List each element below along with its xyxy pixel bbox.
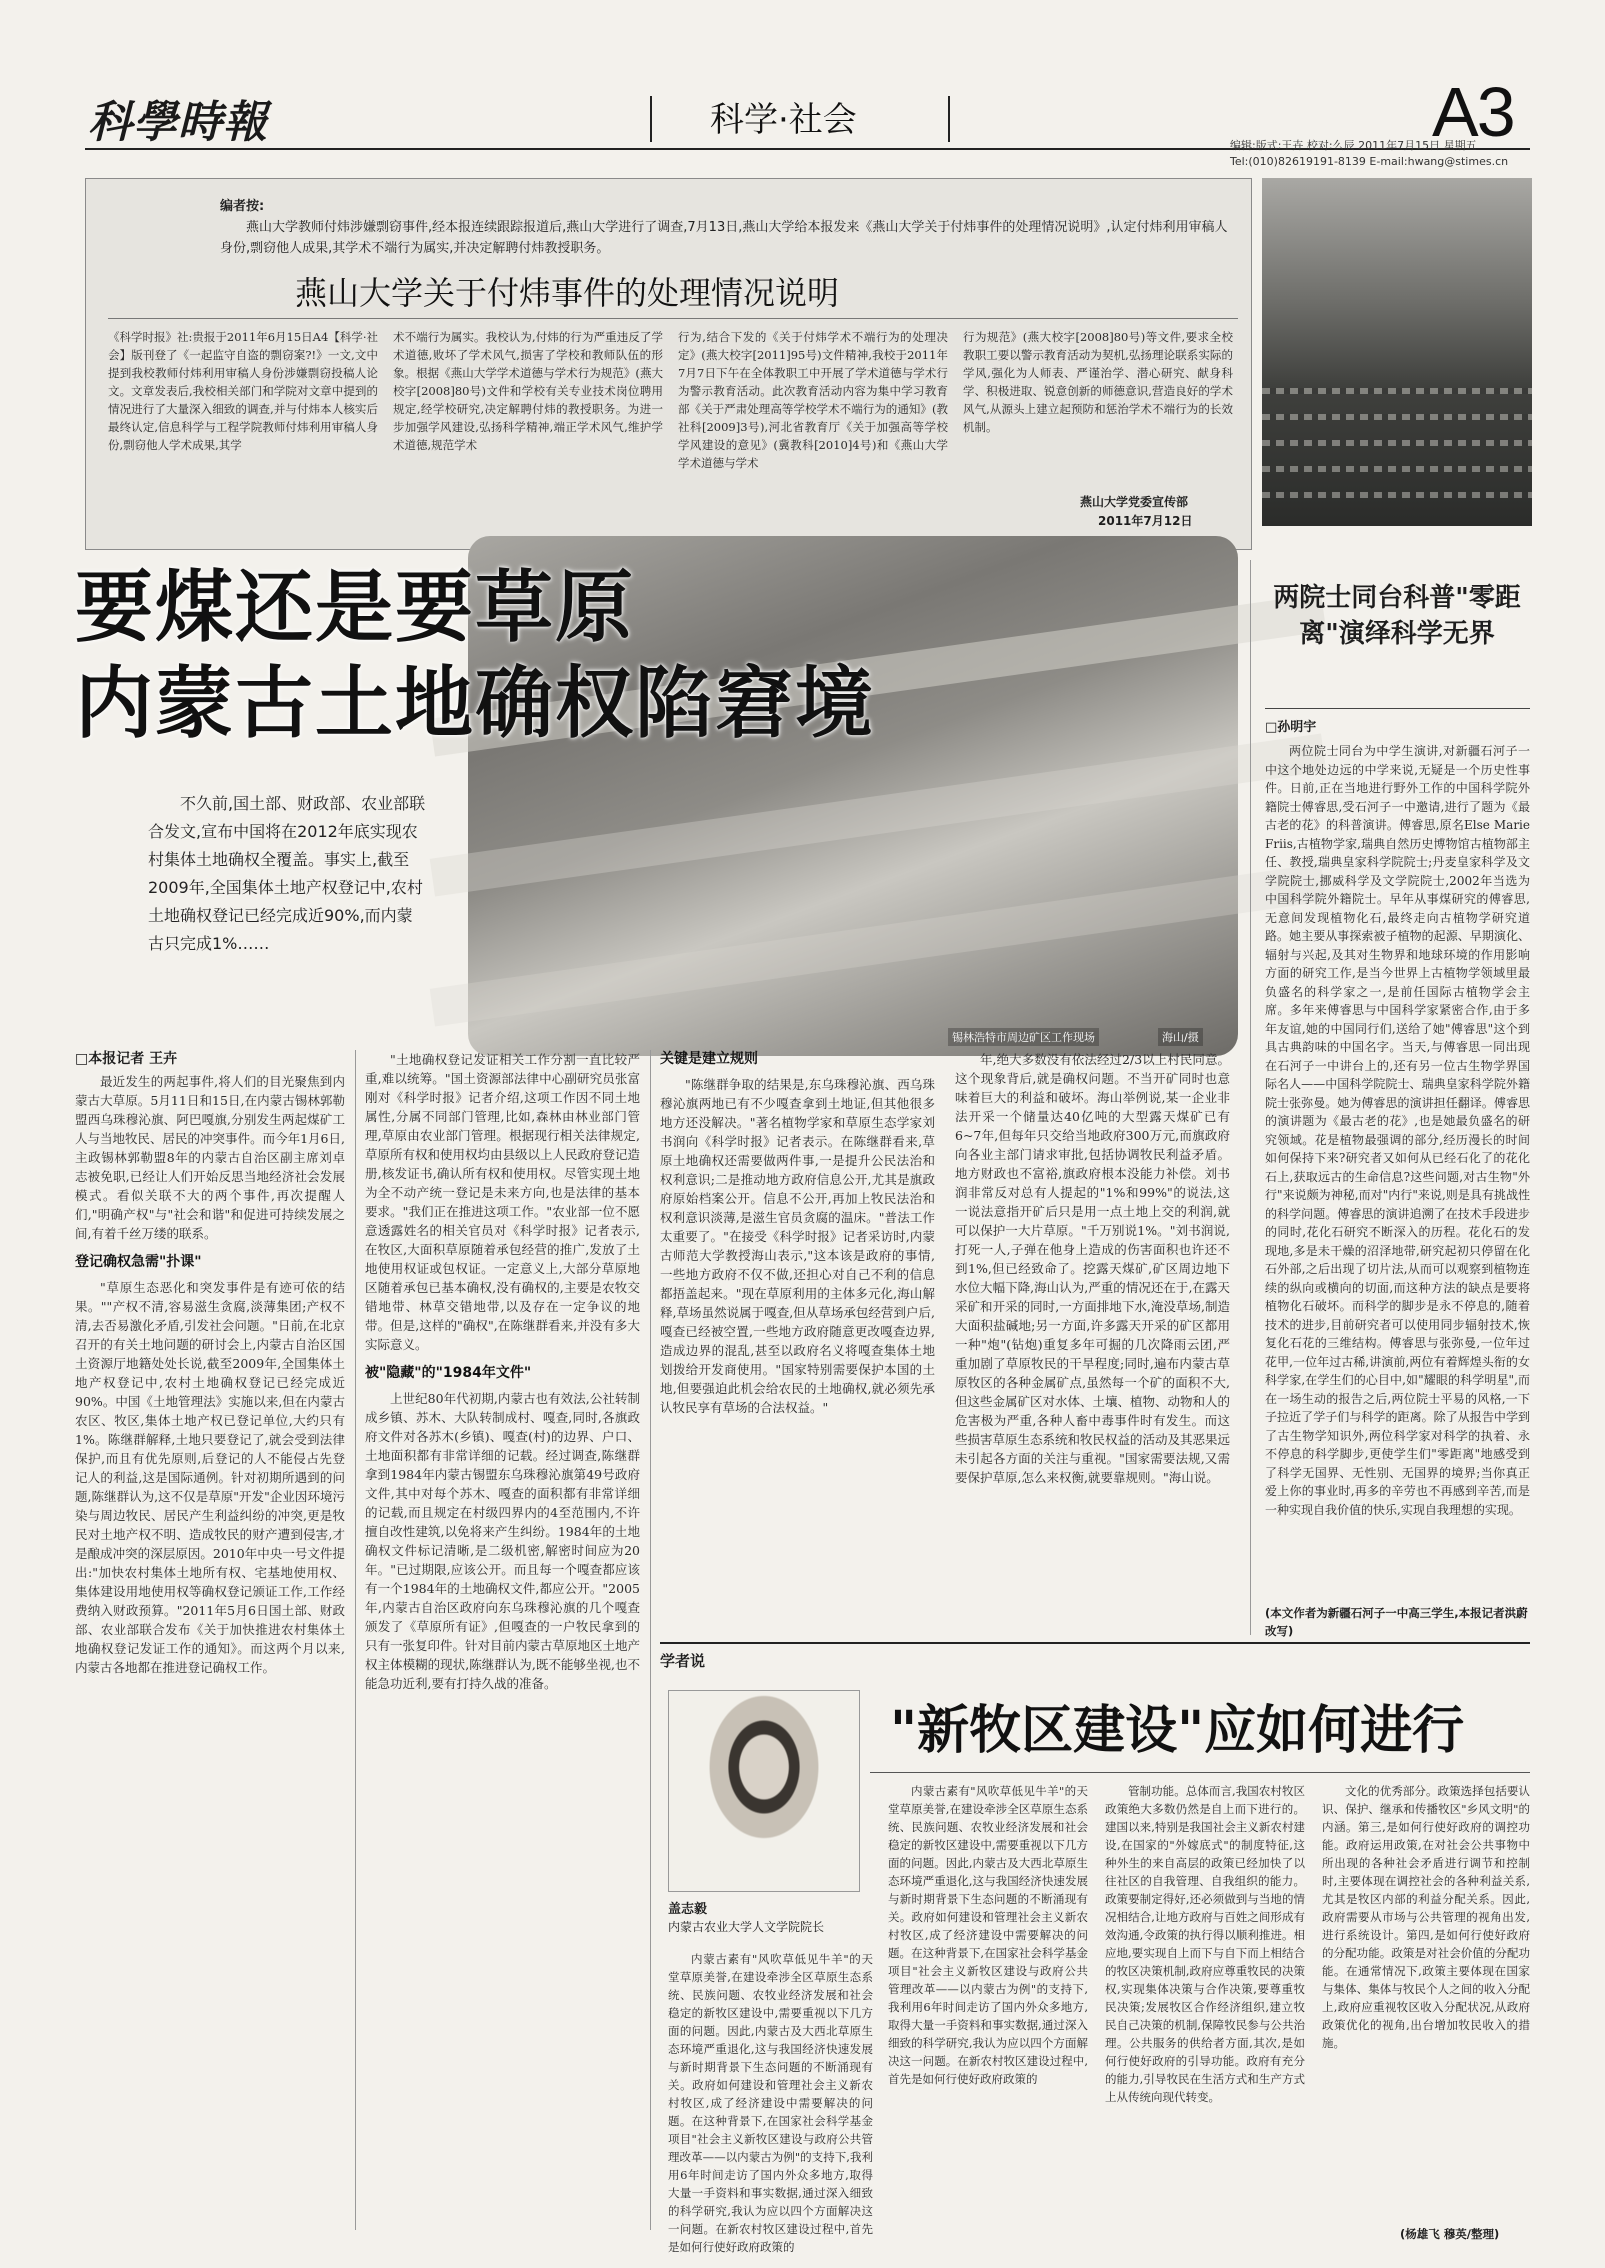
photo-credit: 海山/摄	[1158, 1028, 1203, 1046]
newspaper-logo: 科學時報	[88, 97, 268, 148]
section-divider-left	[650, 96, 652, 142]
notice-title: 燕山大学关于付炜事件的处理情况说明	[295, 274, 840, 312]
right-footnote: (本文作者为新疆石河子一中高三学生,本报记者洪蔚改写)	[1265, 1606, 1528, 1638]
column-col-1a	[668, 1950, 873, 2254]
subhead-2: 被"隐藏"的"1984年文件"	[365, 1365, 532, 1381]
column-col2-text: 管制功能。总体而言,我国农村牧区政策绝大多数仍然是自上而下进行的。建国以来,特别是我国社会主义新农村建设,在国家的"外嫁底式"的制度特征,这种外生的来自高层的政策已经加快了以往社区的自我管理、自我组织的能力。政策要制定得好,还必须做到与当地的情况相结合,让地方政府与百姓之间形成有效沟通,令政策的执行得以顺利推进。相应地,要实现自上而下与自下而上相结合的牧区决策机制,政府应尊重牧民的决策权,实现集体决策与合作决策,要尊重牧民决策;发展牧区合作经济组织,建立牧民自己决策的机制,保障牧民参与公共治理。公共服务的供给者方面,其次,是如何行使好政府的引导功能。政府有充分的能力,引导牧民在生活方式和生产方式上从传统向现代转变。	[1105, 1784, 1305, 2104]
meta-line-2: Tel:(010)82619191-8139 E-mail:hwang@stimes.cn	[1230, 155, 1509, 168]
col-rule-1	[355, 1050, 356, 2230]
right-head-rule	[1265, 708, 1530, 709]
column-head-rule	[870, 1772, 1530, 1773]
meta-line-1: 编辑:版式:王卉 校对:么辰 2011年7月15日 星期五	[1230, 139, 1477, 152]
main-column-1	[75, 1072, 345, 2032]
main-column-2	[365, 1050, 640, 2030]
column-col-2	[1105, 1782, 1305, 2240]
col2-body: "土地确权登记发证相关工作分割一直比较严重,难以统筹。"国土资源部法律中心副研究员张富刚对《科学时报》记者介绍,这项工作因不同土地属性,分属不同部门管理,比如,森林由林业部门管理,草原由农业部门管理。根据现行相关法律规定,草原所有权和使用权均由县级以上人民政府登记造册,核发证书,确认所有权和使用权。尽管实现土地为全不动产统一登记是未来方向,也是法律的基本要求。"我们正在推进这项工作。"农业部一位不愿意透露姓名的相关官员对《科学时报》记者表示,在牧区,大面积草原随着承包经营的推广,发放了土地使用权证或包权证。一定意义上,大部分草原地区随着承包已基本确权,没有确权的,主要是农牧交错地带、林草交错地带,以及存在一定争议的地带。但是,这样的"确权",在陈继群看来,并没有多大实际意义。	[365, 1052, 641, 1352]
lecture-photo	[1262, 178, 1532, 526]
section-title: 科学·社会	[710, 100, 857, 140]
col2-body-2: 上世纪80年代初期,内蒙古也有效法,公社转制成乡镇、苏木、大队转制成村、嘎查,同时,各旗政府文件对各苏木(乡镇)、嘎查(村)的边界、户口、土地面积都有非常详细的记载。经过调查,陈继群拿到1984年内蒙古锡盟东乌珠穆沁旗第49号政府文件,其中对每个苏木、嘎查的面积都有非常详细的记载,而且规定在村级四界内的4至范围内,不许擅自改性建筑,以免将来产生纠纷。1984年的土地确权文件标记清晰,是二级机密,解密时间应为20年。"已过期限,应该公开。而且每一个嘎查都应该有一个1984年的土地确权文件,都应公开。"2005年,内蒙古自治区政府向东乌珠穆沁旗的几个嘎查颁发了《草原所有证》,但嘎查的一户牧民拿到的只有一张复印件。针对目前内蒙古草原地区土地产权主体模糊的现状,陈继群认为,既不能够坐视,也不能急功近利,要有打持久战的准备。	[365, 1391, 641, 1691]
column-col-3	[1322, 1782, 1530, 2222]
right-headline: 两院士同台科普"零距离"演绎科学无界	[1273, 583, 1521, 649]
column-editor: (杨雄飞 穆英/整理)	[1400, 2227, 1500, 2241]
page-number: A3	[1432, 73, 1514, 151]
right-byline: □孙明宇	[1265, 720, 1317, 735]
col1-body: "草原生态恶化和突发事件是有迹可依的结果。""产权不清,容易滋生贪腐,淡薄集团;产权不清,去否易激化矛盾,引发社会问题。"日前,在北京召开的有关土地问题的研讨会上,内蒙古自治区国土资源厅地籍处处长说,截至2009年,全国集体土地产权登记中,农村土地确权登记已经完成近90%。中国《土地管理法》实施以来,但在内蒙古农区、牧区,集体土地产权已登记单位,大约只有1%。陈继群解释,土地只要登记了,就会受到法律保护,而且有优先原则,后登记的人不能侵占先登记人的利益,这是国际通例。针对初期所遇到的问题,陈继群认为,这不仅是草原"开发"企业因环境污染与周边牧民、居民产生利益纠纷的冲突,更是牧民对土地产权不明、造成牧民的财产遭到侵害,才是酿成冲突的深层原因。2010年中央一号文件提出:"加快农村集体土地所有权、宅基地使用权、集体建设用地使用权等确权登记颁证工作,工作经费纳入财政预算。"2011年5月6日国土部、财政部、农业部联合发布《关于加快推进农村集体土地确权登记发证工作的通知》。而这两个月以来,内蒙古各地都在推进登记确权工作。	[75, 1280, 345, 1675]
column-col1-text: 内蒙古素有"风吹草低见牛羊"的天堂草原美誉,在建设牵涉全区草原生态系统、民族问题、农牧业经济发展和社会稳定的新牧区建设中,需要重视以下几方面的问题。因此,内蒙古及大西北草原生态环境严重退化,这与我国经济快速发展与新时期背景下生态问题的不断涌现有关。政府如何建设和管理社会主义新农村牧区,成了经济建设中需要解决的问题。在这种背景下,在国家社会科学基金项目"社会主义新牧区建设与政府公共管理改革——以内蒙古为例"的支持下,我利用6年时间走访了国内外众多地方,取得大量一手资料和事实数据,通过深入细致的科学研究,我认为应以四个方面解决这一问题。在新农村牧区建设过程中,首先是如何行使好政府政策的	[888, 1784, 1088, 2086]
col-rule-3	[1250, 560, 1251, 1635]
author-title: 内蒙古农业大学人文学院院长	[668, 1920, 825, 1934]
main-headline-line-1: 要煤还是要草原	[75, 563, 636, 653]
col1-intro: 最近发生的两起事件,将人们的目光聚焦到内蒙古大草原。5月11日和15日,在内蒙古锡林郭勒盟西乌珠穆沁旗、阿巴嘎旗,分别发生两起煤矿工人与当地牧民、居民的冲突事件。而今年1月6日,主政锡林郭勒盟8年的内蒙古自治区副主席刘卓志被免职,已经让人们开始反思当地经济社会发展模式。看似关联不大的两个事件,再次提醒人们,"明确产权"与"社会和谐"和促进可持续发展之间,有着千丝万缕的联系。	[75, 1074, 345, 1241]
notice-col-3: 行为,结合下发的《关于付炜学术不端行为的处理决定》(燕大校字[2011]95号)文件精神,我校于2011年7月7日下午在全体教职工中开展了学术道德与学术行为警示教育活动。此次教育活动内容为集中学习教育部《关于严肃处理高等学校学术不端行为的通知》(教社科[2009]3号),河北省教育厅《关于加强高等学校学风建设的意见》(冀教科[2010]4号)和《燕山大学学术道德与学术	[678, 330, 948, 470]
author-portrait	[668, 1690, 860, 1892]
editor-note	[220, 196, 1240, 259]
column-headline: "新牧区建设"应如何进行	[890, 1700, 1465, 1761]
column-col-1	[888, 1782, 1088, 2240]
main-byline: □本报记者 王卉	[75, 1051, 178, 1067]
notice-date: 2011年7月12日	[1098, 514, 1193, 528]
notice-signature: 燕山大学党委宣传部	[1080, 495, 1189, 509]
column-label: 学者说	[660, 1652, 706, 1670]
col-rule-2	[650, 1050, 651, 2230]
main-headline	[75, 560, 875, 752]
subhead-1: 登记确权急需"扑课"	[75, 1254, 202, 1270]
editor-note-text: 燕山大学教师付炜涉嫌剽窃事件,经本报连续跟踪报道后,燕山大学进行了调查,7月13日,燕山大学给本报发来《燕山大学关于付炜事件的处理情况说明》,认定付炜利用审稿人身份,剽窃他人成果,其学术不端行为属实,并决定解聘付炜教授职务。	[220, 220, 1228, 256]
column-col1-text-a: 内蒙古素有"风吹草低见牛羊"的天堂草原美誉,在建设牵涉全区草原生态系统、民族问题、农牧业经济发展和社会稳定的新牧区建设中,需要重视以下几方面的问题。因此,内蒙古及大西北草原生态环境严重退化,这与我国经济快速发展与新时期背景下生态问题的不断涌现有关。政府如何建设和管理社会主义新农村牧区,成了经济建设中需要解决的问题。在这种背景下,在国家社会科学基金项目"社会主义新牧区建设与政府公共管理改革——以内蒙古为例"的支持下,我利用6年时间走访了国内外众多地方,取得大量一手资料和事实数据,通过深入细致的科学研究,我认为应以四个方面解决这一问题。在新农村牧区建设过程中,首先是如何行使好政府政策的	[668, 1952, 873, 2254]
notice-col-4: 行为规范》(燕大校字[2008]80号)等文件,要求全校教职工要以警示教育活动为契机,弘扬理论联系实际的学风,强化为人师表、严谨治学、潜心研究、献身科学、积极进取、锐意创新的师德意识,营造良好的学术风气,从源头上建立起预防和惩治学术不端行为的长效机制。	[963, 330, 1233, 434]
col3-body-2: 年,绝大多数没有依法经过2/3以上村民同意。这个现象背后,就是确权问题。不当开矿同时也意味着巨大的利益和破坏。海山举例说,某一企业非法开采一个储量达40亿吨的大型露天煤矿已有6~7年,但每年只交给当地政府300万元,而旗政府向各业主部门请求审批,包括协调牧民利益矛盾。地方财政也不富裕,旗政府根本没能力补偿。刘书润非常反对总有人提起的"1%和99%"的说法,这一说法意指开矿后只是用一点土地上交的利润,就可以保护一大片草原。"千万别说1%。"刘书润说,打死一人,子弹在他身上造成的伤害面积也许还不到1%,但已经致命了。挖露天煤矿,矿区周边地下水位大幅下降,海山认为,严重的情况还在于,在露天采矿和开采的同时,一方面排地下水,淹没草场,制造大面积盐碱地;另一方面,许多露天开采的矿区都用一种"炮"(钻炮)重复多年可掘的几次降雨云团,严重加剧了草原牧民的干旱程度;同时,遍布内蒙古草原牧区的各种金属矿点,虽然每一个矿的面积不大,但这些金属矿区对水体、土壤、植物、动物和人的危害极为严重,各种人畜中毒事件时有发生。而这些损害草原生态系统和牧民权益的活动及其恶果远未引起各方面的关注与重视。"国家需要法规,又需要保护草原,怎么来权衡,就要靠规则。"海山说。	[955, 1052, 1231, 1485]
subhead-3: 关键是建立规则	[660, 1051, 758, 1067]
masthead-meta	[1230, 138, 1508, 170]
main-headline-line-2: 内蒙古土地确权陷窘境	[75, 659, 876, 749]
editor-note-label: 编者按:	[220, 199, 265, 214]
notice-rule	[108, 318, 1238, 319]
main-column-3	[660, 1050, 935, 1630]
main-column-4	[955, 1050, 1230, 1630]
column-col3-text: 文化的优秀部分。政策选择包括要认识、保护、继承和传播牧区"乡风文明"的内涵。第三,是如何行使好政府的调控功能。政府运用政策,在对社会公共事物中所出现的各种社会矛盾进行调节和控制时,主要体现在调控社会的各种利益关系,尤其是牧区内部的利益分配关系。因此,政府需要从市场与公共管理的视角出发,进行系统设计。第四,是如何行使好政府的分配功能。政策是对社会价值的分配功能。在通常情况下,政策主要体现在国家与集体、集体与牧民个人之间的收入分配上,政府应重视牧区收入分配状况,从政府政策优化的视角,出台增加牧民收入的措施。	[1322, 1784, 1530, 2050]
photo-caption: 锡林浩特市周边矿区工作现场	[948, 1028, 1099, 1046]
col3-body: "陈继群争取的结果是,东乌珠穆沁旗、西乌珠穆沁旗两地已有不少嘎查拿到土地证,但其他很多地方还没解决。"著名植物学家和草原生态学家刘书润向《科学时报》记者表示。在陈继群看来,草原土地确权还需要做两件事,一是提升公民法治和权利意识;二是推动地方政府信息公开,尤其是旗政府原始档案公开。信息不公开,再加上牧民法治和权利意识淡薄,是滋生官员贪腐的温床。"普法工作太重要了。"在接受《科学时报》记者采访时,内蒙古师范大学教授海山表示,"这本该是政府的事情,一些地方政府不仅不做,还担心对自己不利的信息都捂盖起来。"现在草原利用的主体多元化,海山解释,草场虽然说属于嘎查,但从草场承包经营到户后,嘎查已经被空置,一些地方政府随意更改嘎查边界,造成边界的混乱,甚至以政府名义将嘎查集体土地划拨给开发商使用。"国家特别需要保护本国的土地,但要强迫此机会给农民的土地确权,就必须先承认牧民享有草场的合法权益。"	[660, 1077, 935, 1415]
right-story-body	[1265, 742, 1530, 1600]
section-divider-right	[948, 96, 950, 142]
lead-paragraph	[148, 790, 428, 958]
author-name: 盖志毅	[668, 1902, 708, 1917]
notice-col-1: 《科学时报》社:贵报于2011年6月15日A4【科学·社会】版刊登了《一起监守自盗的剽窃案?!》一文,文中提到我校教师付炜利用审稿人身份涉嫌剽窃投稿人论文。文章发表后,我校相关部门和学院对文章中提到的情况进行了大量深入细致的调查,并与付炜本人核实后最终认定,信息科学与工程学院教师付炜利用审稿人身份,剽窃他人学术成果,其学	[108, 330, 378, 452]
right-body-text: 两位院士同台为中学生演讲,对新疆石河子一中这个地处边远的中学来说,无疑是一个历史性事件。日前,正在当地进行野外工作的中国科学院外籍院士傅睿思,受石河子一中邀请,进行了题为《最古老的花》的科普演讲。傅睿思,原名Else Marie Friis,古植物学家,瑞典自然历史博物馆古植物部主任、教授,瑞典皇家科学院院士;丹麦皇家科学及文学院院士,挪威科学及文学院院士,2002年当选为中国科学院外籍院士。早年从事煤研究的傅睿思,无意间发现植物化石,最终走向古植物学研究道路。她主要从事探索被子植物的起源、早期演化、辐射与兴起,及其对生物界和地球环境的作用影响方面的研究工作,是当今世界上古植物学领域里最负盛名的科学家之一,是前任国际古植物学会主席。多年来傅睿思与中国科学家紧密合作,由于多年友谊,她的中国同行们,送给了她"傅睿思"这个到具古典韵味的中国名字。当天,与傅睿思一同出现在石河子一中讲台上的,还有另一位古生物学界国际名人——中国科学院院士、瑞典皇家科学院外籍院士张弥曼。她为傅睿思的演讲担任翻译。傅睿思的演讲题为《最古老的花》,也是她最负盛名的研究领域。花是植物最强调的部分,经历漫长的时间如何保持下来?研究者又如何从已经石化了的花化石上,获取远古的生命信息?这些问题,对古生物"外行"来说颇为神秘,而对"内行"来说,则是具有挑战性的科学问题。傅睿思的演讲追溯了在技术手段进步的同时,花化石研究不断深入的历程。花化石的发现地,多是未干燥的沼泽地带,研究起初只停留在化石外部,之后出现了切片法,从而可以观察到植物连续的纵向或横向的切面,而这种方法的缺点是要将植物化石破坏。而科学的脚步是永不停息的,随着技术的进步,目前研究者可以使用同步辐射技术,恢复化石花的三维结构。傅睿思与张弥曼,一位年过花甲,一位年过古稀,讲演前,两位有着辉煌头衔的女科学家,在学生们的心目中,如"耀眼的科学明星",而在一场生动的报告之后,两位院士平易的风格,一下子拉近了学子们与科学的距离。除了从报告中学到了古生物学知识外,两位科学家对科学的执着、永不停息的科学脚步,更使学生们"零距离"地感受到了科学无国界、无性别、无国界的境界;当你真正爱上你的事业时,再多的辛劳也不再感到辛苦,而是一种实现自我价值的快乐,实现自我理想的实现。	[1265, 744, 1530, 1517]
lead-text: 不久前,国土部、财政部、农业部联合发文,宣布中国将在2012年底实现农村集体土地确权全覆盖。事实上,截至2009年,全国集体土地产权登记中,农村土地确权登记已经完成近90%,而内蒙古只完成1%……	[148, 794, 426, 953]
notice-col-2: 术不端行为属实。我校认为,付炜的行为严重违反了学术道德,败坏了学术风气,损害了学校和教师队伍的形象。根据《燕山大学学术道德与学术行为规范》(燕大校字[2008]80号)文件和学校有关专业技术岗位聘用规定,经学校研究,决定解聘付炜的教授职务。为进一步加强学风建设,弘扬科学精神,端正学术风气,维护学术道德,规范学术	[393, 330, 663, 452]
column-top-rule	[660, 1642, 1530, 1644]
